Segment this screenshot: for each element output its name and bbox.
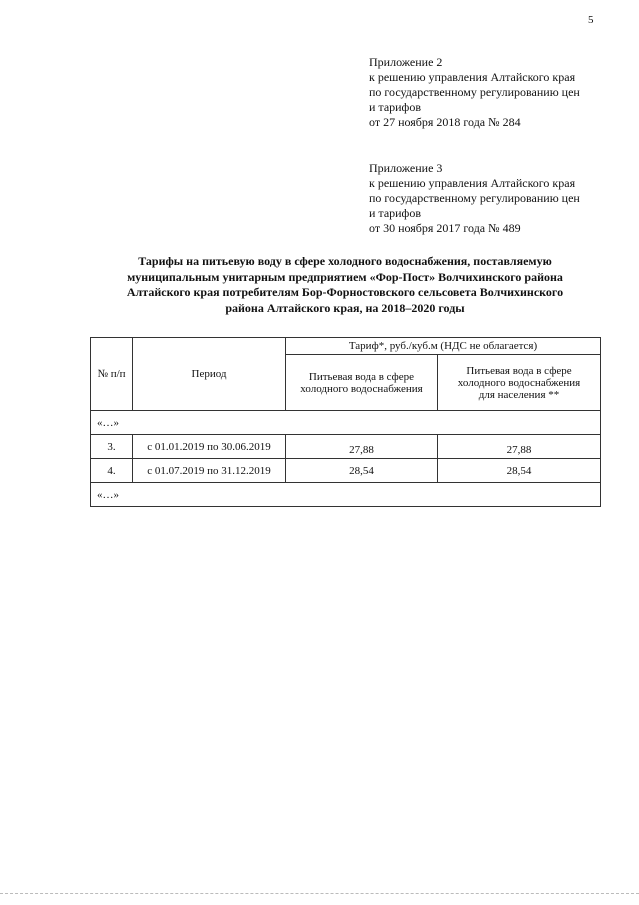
- column-header-cold-water: Питьевая вода в сфере холодного водоснабжения: [286, 355, 438, 411]
- appendix-3-line: к решению управления Алтайского края: [369, 176, 576, 190]
- appendix-3-title: Приложение 3: [369, 161, 443, 175]
- column-header-population-line: для населения **: [478, 388, 560, 401]
- ellipsis-row-bottom: «…»: [91, 483, 601, 507]
- appendix-3-line: по государственному регулированию цен: [369, 191, 580, 205]
- row-number: 3.: [91, 435, 133, 459]
- row-value-population: 28,54: [438, 459, 601, 483]
- document-title-line: муниципальным унитарным предприятием «Фор-Пост» Волчихинского района: [127, 269, 563, 284]
- row-period: с 01.01.2019 по 30.06.2019: [133, 435, 286, 459]
- table-row: [91, 459, 601, 483]
- appendix-2-title: Приложение 2: [369, 55, 443, 69]
- appendix-2-block: [369, 55, 619, 130]
- column-header-population-line: холодного водоснабжения: [457, 376, 581, 389]
- document-title-line: района Алтайского края, на 2018–2020 годы: [225, 300, 465, 315]
- appendix-2-date: от 27 ноября 2018 года № 284: [369, 115, 521, 129]
- document-title-line: Тарифы на питьевую воду в сфере холодного водоснабжения, поставляемую: [138, 254, 552, 268]
- row-period: с 01.07.2019 по 31.12.2019: [133, 459, 286, 483]
- appendix-2-line: по государственному регулированию цен: [369, 85, 580, 99]
- column-header-number: № п/п: [91, 338, 133, 411]
- row-value-cold-water: 28,54: [286, 459, 438, 483]
- row-number: 4.: [91, 459, 133, 483]
- column-header-period: Период: [133, 338, 286, 411]
- row-value-population: 27,88: [438, 435, 601, 459]
- appendix-3-date: от 30 ноября 2017 года № 489: [369, 221, 521, 235]
- scan-edge-divider: [0, 893, 639, 894]
- appendix-3-block: [369, 161, 619, 236]
- column-header-tariff: Тариф*, руб./куб.м (НДС не облагается): [286, 338, 601, 355]
- column-header-population-line: Питьевая вода в сфере: [466, 364, 572, 377]
- row-value-cold-water: 27,88: [286, 435, 438, 459]
- page-number: 5: [588, 14, 594, 26]
- appendix-2-line: к решению управления Алтайского края: [369, 70, 576, 84]
- document-title-line: Алтайского края потребителям Бор-Форностовского сельсовета Волчихинского: [126, 285, 564, 299]
- table-row: [91, 435, 601, 459]
- column-header-population: [438, 355, 601, 411]
- appendix-3-line: и тарифов: [369, 206, 422, 220]
- appendix-2-line: и тарифов: [369, 100, 422, 114]
- tariff-table: [90, 337, 601, 507]
- ellipsis-row-top: «…»: [91, 411, 601, 435]
- document-title: [80, 254, 610, 316]
